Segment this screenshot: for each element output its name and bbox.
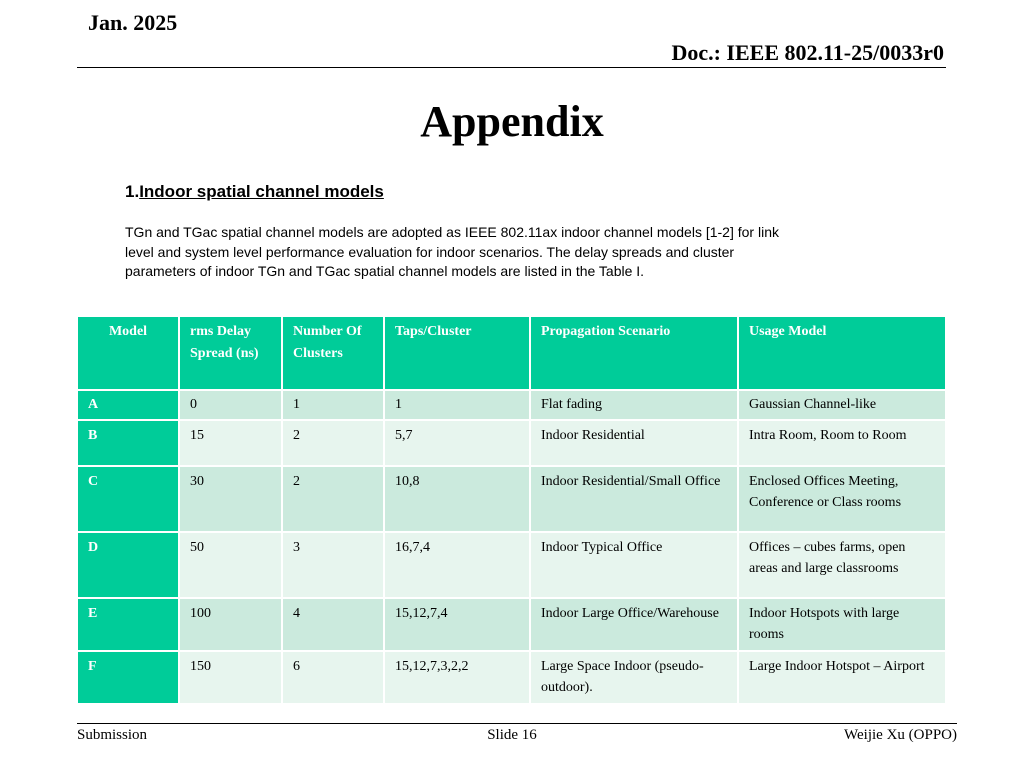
rms-delay-cell: 0 <box>179 390 282 420</box>
column-header-usage: Usage Model <box>738 316 946 390</box>
table-header-row <box>77 316 946 390</box>
scenario-cell: Indoor Residential <box>530 420 738 466</box>
usage-cell: Gaussian Channel-like <box>738 390 946 420</box>
clusters-cell: 4 <box>282 598 384 651</box>
clusters-cell: 6 <box>282 651 384 704</box>
column-header-clusters: Number Of Clusters <box>282 316 384 390</box>
column-header-model: Model <box>77 316 179 390</box>
table-row <box>77 466 946 532</box>
slide-title: Appendix <box>420 97 604 146</box>
clusters-cell: 2 <box>282 420 384 466</box>
section-heading <box>125 182 384 202</box>
clusters-cell: 3 <box>282 532 384 598</box>
model-cell: A <box>77 390 179 420</box>
scenario-cell: Indoor Typical Office <box>530 532 738 598</box>
usage-cell: Large Indoor Hotspot – Airport <box>738 651 946 704</box>
taps-cell: 1 <box>384 390 530 420</box>
clusters-cell: 1 <box>282 390 384 420</box>
header-divider <box>77 67 946 68</box>
scenario-cell: Large Space Indoor (pseudo-outdoor). <box>530 651 738 704</box>
usage-cell: Offices – cubes farms, open areas and large classrooms <box>738 532 946 598</box>
column-header-rms-delay: rms Delay Spread (ns) <box>179 316 282 390</box>
model-cell: F <box>77 651 179 704</box>
table-row <box>77 420 946 466</box>
column-header-taps: Taps/Cluster <box>384 316 530 390</box>
rms-delay-cell: 30 <box>179 466 282 532</box>
header-date: Jan. 2025 <box>88 10 178 35</box>
taps-cell: 15,12,7,4 <box>384 598 530 651</box>
table-row <box>77 651 946 704</box>
scenario-cell: Indoor Residential/Small Office <box>530 466 738 532</box>
footer-author: Weijie Xu (OPPO) <box>844 727 957 743</box>
header-doc-id: Doc.: IEEE 802.11-25/0033r0 <box>671 40 944 65</box>
model-cell: E <box>77 598 179 651</box>
footer-submission: Submission <box>77 727 148 743</box>
rms-delay-cell: 100 <box>179 598 282 651</box>
usage-cell: Intra Room, Room to Room <box>738 420 946 466</box>
table-row <box>77 532 946 598</box>
taps-cell: 10,8 <box>384 466 530 532</box>
model-cell: C <box>77 466 179 532</box>
table-row <box>77 390 946 420</box>
clusters-cell: 2 <box>282 466 384 532</box>
model-cell: B <box>77 420 179 466</box>
taps-cell: 15,12,7,3,2,2 <box>384 651 530 704</box>
usage-cell: Indoor Hotspots with large rooms <box>738 598 946 651</box>
section-number: 1. <box>125 182 140 201</box>
model-cell: D <box>77 532 179 598</box>
rms-delay-cell: 150 <box>179 651 282 704</box>
column-header-scenario: Propagation Scenario <box>530 316 738 390</box>
table-row <box>77 598 946 651</box>
channel-models-table <box>76 315 947 705</box>
section-title: Indoor spatial channel models <box>139 182 384 201</box>
taps-cell: 5,7 <box>384 420 530 466</box>
taps-cell: 16,7,4 <box>384 532 530 598</box>
intro-paragraph: TGn and TGac spatial channel models are adopted as IEEE 802.11ax indoor channel models [1-2] for link level and system level performance evaluation for indoor scenarios. The delay spreads and cluster parameters of indoor TGn and TGac spatial channel models are listed in the Table I. <box>125 224 779 279</box>
rms-delay-cell: 50 <box>179 532 282 598</box>
scenario-cell: Flat fading <box>530 390 738 420</box>
usage-cell: Enclosed Offices Meeting, Conference or Class rooms <box>738 466 946 532</box>
footer-slide-number: Slide 16 <box>487 727 537 743</box>
rms-delay-cell: 15 <box>179 420 282 466</box>
footer-divider <box>77 723 957 724</box>
scenario-cell: Indoor Large Office/Warehouse <box>530 598 738 651</box>
